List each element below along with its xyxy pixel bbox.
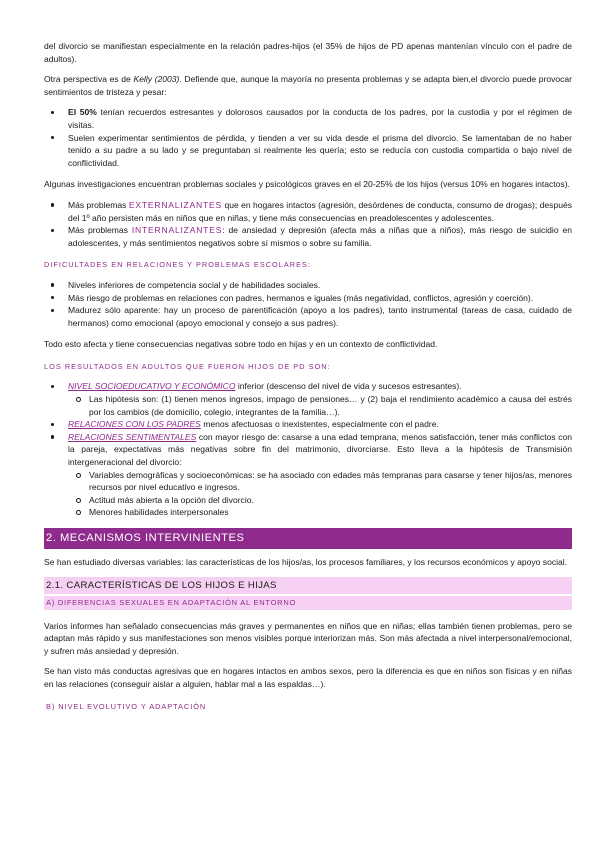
sublist-item: Actitud más abierta a la opción del divorcio. xyxy=(44,494,572,507)
section-2-1-title: 2.1. CARACTERÍSTICAS DE LOS HIJOS E HIJAS xyxy=(44,577,572,594)
parents-relations-keyword: RELACIONES CON LOS PADRES xyxy=(68,419,201,430)
sublist-item: Menores habilidades interpersonales xyxy=(44,506,572,519)
list-item-text: menos afectuosas o inexistentes, especialmente con el padre. xyxy=(200,419,439,430)
list-item: Madurez sólo aparente: hay un proceso de parentificación (apoyo a los padres), tanto instrumental (tareas de casa, cuidado de hermanos) como emocional (apoyo emocional y consejo a sus padres). xyxy=(44,304,572,329)
subsection-a-title: A) DIFERENCIAS SEXUALES EN ADAPTACIÓN AL ENTORNO xyxy=(44,596,572,610)
intro-paragraph: del divorcio se manifiestan especialmente en la relación padres-hijos (el 35% de hijos de PD apenas mantenían vínculo con el padre de adultos). xyxy=(44,41,572,64)
list-item-text: : de ansiedad y depresión (afecta más a niñas que a niños), más riesgo de suicidio en adolescentes, y más sentimientos negativos sobre sí mismos o sobre su familia. xyxy=(68,225,572,248)
kelly-text-start: Otra perspectiva es de xyxy=(44,74,134,85)
kelly-citation: Kelly (2003) xyxy=(133,74,180,85)
conclusion-paragraph: Todo esto afecta y tiene consecuencias negativas sobre todo en hijas y en un contexto de conflictividad. xyxy=(44,339,438,350)
difficulties-list xyxy=(44,279,572,329)
list-item: Más riesgo de problemas en relaciones con padres, hermanos e iguales (más negatividad, conflictos, agresión y coerción). xyxy=(44,292,572,305)
list-item-text: Más problemas xyxy=(68,199,129,210)
list-item xyxy=(44,418,572,431)
list-item xyxy=(44,380,572,393)
adult-results-list-cont xyxy=(44,418,572,468)
list-item-text: que en hogares intactos (agresión, desórdenes de conducta, consumo de drogas); después del 1º año persisten más en niños que en niñas, y tiene más consecuencias en preadolescentes y adolescentes. xyxy=(68,199,572,223)
adult-results-heading: LOS RESULTADOS EN ADULTOS QUE FUERON HIJOS DE PD SON: xyxy=(44,361,331,371)
section-2-intro: Se han estudiado diversas variables: las características de los hijos/as, los procesos familiares, y los recursos económicos y apoyo social. xyxy=(44,557,568,567)
section-2-title: 2. MECANISMOS INTERVINIENTES xyxy=(44,528,572,549)
list-item-text: Más problemas xyxy=(68,225,132,236)
transmission-sublist xyxy=(44,469,572,519)
list-item xyxy=(44,106,572,131)
kelly-text-end: . Defiende que, aunque la mayoría no presenta problemas y se adapta bien,el divorcio puede provocar sentimientos de tristeza y pesar: xyxy=(44,74,572,97)
percentage-highlight: El 50% xyxy=(68,107,97,118)
kelly-paragraph xyxy=(44,73,572,98)
list-item xyxy=(44,431,572,469)
investigations-paragraph: Algunas investigaciones encuentran problemas sociales y psicológicos graves en el 20-25% de los hijos (versus 10% en hogares intactos). xyxy=(44,179,570,190)
romantic-relations-keyword: RELACIONES SENTIMENTALES xyxy=(68,431,197,442)
subsection-b-title: B) NIVEL EVOLUTIVO Y ADAPTACIÓN xyxy=(46,701,207,711)
internalizing-keyword: INTERNALIZANTES xyxy=(131,225,223,236)
hypotheses-sublist xyxy=(44,393,572,418)
sublist-item: Las hipótesis son: (1) tienen menos ingresos, impago de pensiones… y (2) baja el rendimiento académico a causa del estrés por los cambios (de domicilio, colegio, integrantes de la familia…). xyxy=(44,393,572,418)
kelly-list xyxy=(44,106,572,169)
externalizing-keyword: EXTERNALIZANTES xyxy=(128,199,223,210)
list-item: Suelen experimentar sentimientos de pérdida, y tienden a ver su vida desde el prisma del divorcio. Se lamentaban de no haber tenido a su padre a su lado y se preguntaban si realmente les quería; esto se reducía con custodia compartida o bajo nivel de conflictividad. xyxy=(44,132,572,170)
document-page xyxy=(44,40,572,721)
socioeducational-keyword: NIVEL SOCIOEDUCATIVO Y ECONÓMICO xyxy=(68,381,236,392)
adult-results-list xyxy=(44,380,572,393)
problems-list xyxy=(44,199,572,249)
list-item-text: inferior (descenso del nivel de vida y sucesos estresantes). xyxy=(235,381,462,392)
list-item: Niveles inferiores de competencia social y de habilidades sociales. xyxy=(44,279,572,292)
list-item-text: con mayor riesgo de: casarse a una edad temprana, menos satisfacción, tener más conflictos con la pareja, expectativas más negativas sobre fin del matrimonio, divorciarse. Esto lleva a la hipótesis de Transmisión intergeneracional del divorcio: xyxy=(68,431,572,468)
difficulties-heading: DIFICULTADES EN RELACIONES Y PROBLEMAS ESCOLARES: xyxy=(44,260,312,270)
list-item xyxy=(44,224,572,249)
sublist-item: Variables demográficas y socioeconómicas: se ha asociado con edades más tempranas para casarse y tener hijos/as, menores recursos por nivel educativo e ingresos. xyxy=(44,469,572,494)
list-item-text: tenían recuerdos estresantes y dolorosos causados por la conducta de los padres, por la custodia y por el régimen de visitas. xyxy=(68,107,572,130)
aggressive-behaviour-paragraph: Se han visto más conductas agresivas que en hogares intactos en ambos sexos, pero la diferencia es que en niños son físicas y en niñas en las relaciones (conseguir aislar a alguien, hablar mal a las espaldas…). xyxy=(44,666,572,689)
list-item xyxy=(44,199,572,224)
sexual-differences-paragraph: Varios informes han señalado consecuencias más graves y permanentes en niños que en niñas; ellas también tienen problemas, pero se adaptan más rápido y sus manifestaciones son menos visibles porque interiorizan más. Son más afectada a nivel interpersonal/emocional, y sufren más ansiedad y depresión. xyxy=(44,620,572,656)
